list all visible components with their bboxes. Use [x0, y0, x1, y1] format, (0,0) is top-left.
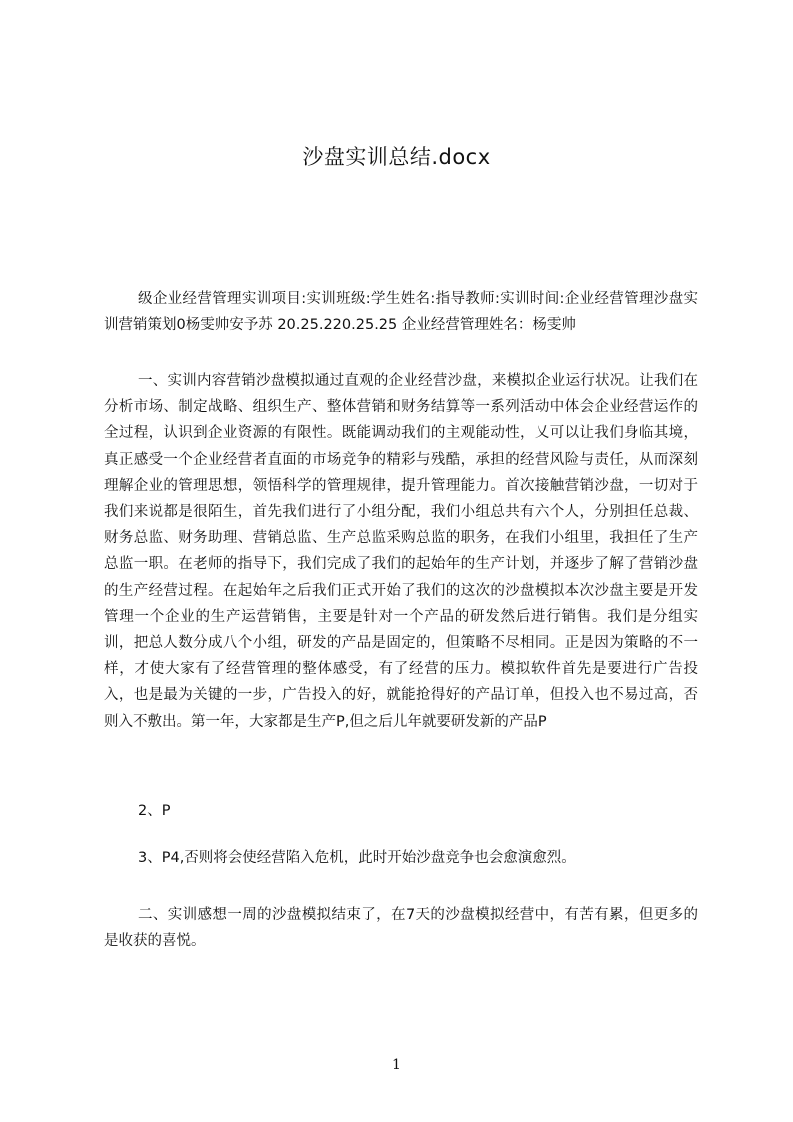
list-item-3 — [104, 845, 698, 871]
list-item-2 — [104, 798, 698, 824]
section-content-paragraph — [104, 368, 698, 735]
list-item-2-text: 2、P — [138, 803, 171, 819]
list-item-3-text: 3、P4,否则将会使经营陷入危机，此时开始沙盘竞争也会愈演愈烈。 — [138, 850, 576, 866]
reflection-text: 二、实训感想一周的沙盘模拟结束了，在7天的沙盘模拟经营中，有苦有累，但更多的是收获的喜悦。 — [104, 907, 698, 950]
reflection-paragraph — [104, 902, 698, 954]
section-content-text: 一、实训内容营销沙盘模拟通过直观的企业经营沙盘，来模拟企业运行状况。让我们在分析市场、制定战略、组织生产、整体营销和财务结算等一系列活动中体会企业经营运作的全过程，认识到企业资源的有限性。既能调动我们的主观能动性，乂可以让我们身临其境，真正感受一个企业经营者直面的市场竞争的精彩与残酷，承担的经营风险与责任，从而深刻理解企业的管理思想，领悟科学的管理规律，提升管理能力。首次接触营销沙盘，一切对于我们来说都是很陌生，首先我们进行了小组分配，我们小组总共有六个人，分别担任总裁、财务总监、财务助理、营销总监、生产总监采购总监的职务，在我们小组里，我担任了生产总监一职。在老师的指导下，我们完成了我们的起始年的生产计划，并逐步了解了营销沙盘的生产经营过程。在起始年之后我们正式开始了我们的这次的沙盘模拟本次沙盘主要是开发管理一个企业的生产运营销售，主要是针对一个产品的研发然后进行销售。我们是分组实训，把总人数分成八个小组，研发的产品是固定的，但策略不尽相同。正是因为策略的不一样，才使大家有了经营管理的整体感受，有了经营的压力。模拟软件首先是要进行广告投入，也是最为关键的一步，广告投入的好，就能抢得好的产品订单，但投入也不易过高，否则入不敷出。第一年，大家都是生产P,但之后儿年就要研发新的产品P — [104, 373, 698, 730]
meta-text: 级企业经营管理实训项目:实训班级:学生姓名:指导教师:实训时间:企业经营管理沙盘实训营销策划0杨雯帅安予苏 20.25.220.25.25 企业经营管理姓名：杨雯帅 — [104, 291, 698, 334]
document-title: 沙盘实训总结.docx — [302, 145, 491, 169]
page-number: 1 — [392, 1057, 401, 1073]
meta-paragraph — [104, 286, 698, 338]
